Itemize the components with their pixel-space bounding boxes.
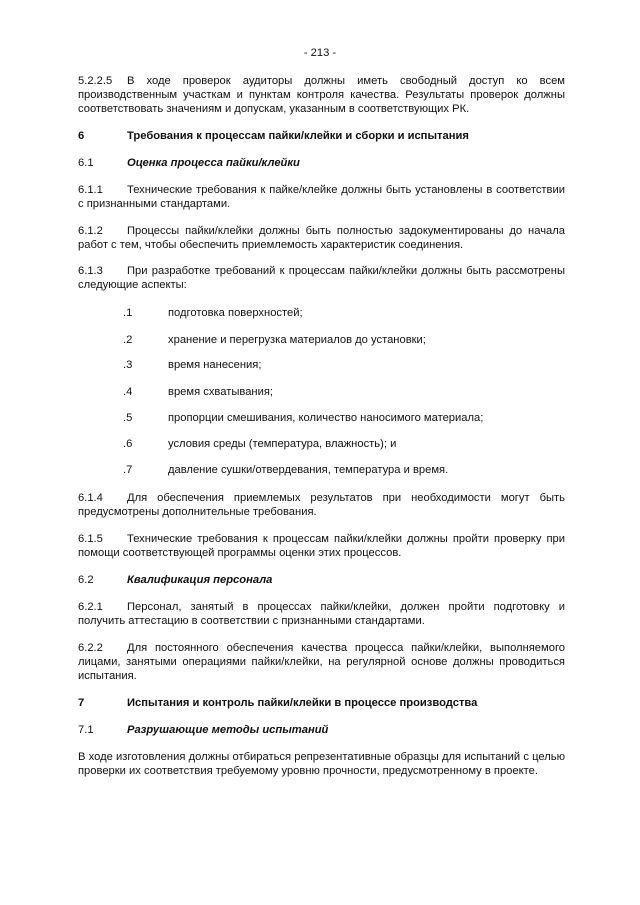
paragraph-text: Процессы пайки/клейки должны быть полностью задокументированы до начала работ с тем, чтобы обеспечить приемлемость характеристик соединения. — [78, 225, 565, 251]
paragraph-6-1-5 — [78, 532, 565, 560]
paragraph-text: Персонал, занятый в процессах пайки/клейки, должен пройти подготовку и получить аттестацию в соответствии с признанными стандартами. — [78, 601, 565, 627]
aspect-list-item — [123, 333, 563, 347]
paragraph-6-1-1 — [78, 183, 565, 211]
paragraph-text: Технические требования к пайке/клейке должны быть установлены в соответствии с признанными стандартами. — [78, 184, 565, 210]
paragraph-7-1 — [78, 750, 565, 778]
section-number: 6.1 — [78, 157, 94, 169]
paragraph-number: 6.1.3 — [78, 265, 103, 277]
paragraph-number: 6.1.2 — [78, 225, 103, 237]
paragraph-text: Технические требования к процессам пайки/клейки должны пройти проверку при помощи соответствующей программы оценки этих процессов. — [78, 533, 565, 559]
paragraph-6-2-2 — [78, 641, 565, 683]
paragraph-number: 6.2.2 — [78, 642, 103, 654]
paragraph-number: 6.2.1 — [78, 601, 103, 613]
aspect-list-item — [123, 411, 563, 425]
section-title: Квалификация персонала — [127, 574, 273, 586]
section-title: Требования к процессам пайки/клейки и сборки и испытания — [127, 130, 469, 142]
section-title: Разрушающие методы испытаний — [127, 724, 329, 736]
aspect-number: .1 — [123, 307, 133, 319]
aspect-text: подготовка поверхностей; — [168, 307, 303, 319]
section-7-heading — [78, 696, 565, 710]
aspect-list-item — [123, 306, 563, 320]
paragraph-text: При разработке требований к процессам пайки/клейки должны быть рассмотрены следующие аспекты: — [78, 265, 565, 291]
paragraph-number: 6.1.5 — [78, 533, 103, 545]
section-6-heading — [78, 129, 565, 143]
aspect-text: давление сушки/отвердевания, температура и время. — [168, 464, 449, 476]
paragraph-text: В ходе проверок аудиторы должны иметь свободный доступ ко всем производственным участкам и пунктам контроля качества. Результаты проверок должны соответствовать значениям и допускам, указанным в соответствующих РК. — [78, 75, 565, 115]
section-title: Оценка процесса пайки/клейки — [127, 157, 300, 169]
section-number: 7 — [78, 697, 85, 709]
aspect-number: .7 — [123, 464, 133, 476]
paragraph-6-2-1 — [78, 600, 565, 628]
section-number: 6 — [78, 130, 85, 142]
section-7-1-heading — [78, 723, 565, 737]
section-number: 6.2 — [78, 574, 94, 586]
aspect-list-item — [123, 437, 563, 451]
paragraph-5-2-2-5 — [78, 74, 565, 116]
aspect-number: .4 — [123, 386, 133, 398]
aspect-list-item — [123, 385, 563, 399]
aspect-number: .5 — [123, 412, 133, 424]
page-number: - 213 - — [303, 47, 337, 59]
aspect-text: время нанесения; — [168, 359, 262, 371]
paragraph-number: 6.1.1 — [78, 184, 103, 196]
paragraph-6-1-2 — [78, 224, 565, 252]
paragraph-number: 6.1.4 — [78, 492, 103, 504]
aspect-list-item — [123, 463, 563, 477]
aspect-number: .2 — [123, 334, 133, 346]
aspect-text: условия среды (температура, влажность); и — [168, 438, 397, 450]
aspect-text: время схватывания; — [168, 386, 274, 398]
aspect-text: хранение и перегрузка материалов до установки; — [168, 334, 426, 346]
paragraph-text: Для обеспечения приемлемых результатов при необходимости могут быть предусмотрены дополнительные требования. — [78, 492, 565, 518]
section-6-2-heading — [78, 573, 565, 587]
paragraph-6-1-4 — [78, 491, 565, 519]
paragraph-text: Для постоянного обеспечения качества процесса пайки/клейки, выполняемого лицами, занятыми операциями пайки/клейки, на регулярной основе должны проводиться испытания. — [78, 642, 565, 682]
section-6-1-heading — [78, 156, 565, 170]
aspect-number: .6 — [123, 438, 133, 450]
section-number: 7.1 — [78, 724, 94, 736]
section-title: Испытания и контроль пайки/клейки в процессе производства — [127, 697, 478, 709]
aspect-list-item — [123, 358, 563, 372]
paragraph-6-1-3 — [78, 264, 565, 292]
aspect-text: пропорции смешивания, количество наносимого материала; — [168, 412, 484, 424]
paragraph-text: В ходе изготовления должны отбираться репрезентативные образцы для испытаний с целью проверки их соответствия требуемому уровню прочности, предусмотренному в проекте. — [78, 751, 565, 777]
aspect-number: .3 — [123, 359, 133, 371]
paragraph-number: 5.2.2.5 — [78, 75, 113, 87]
